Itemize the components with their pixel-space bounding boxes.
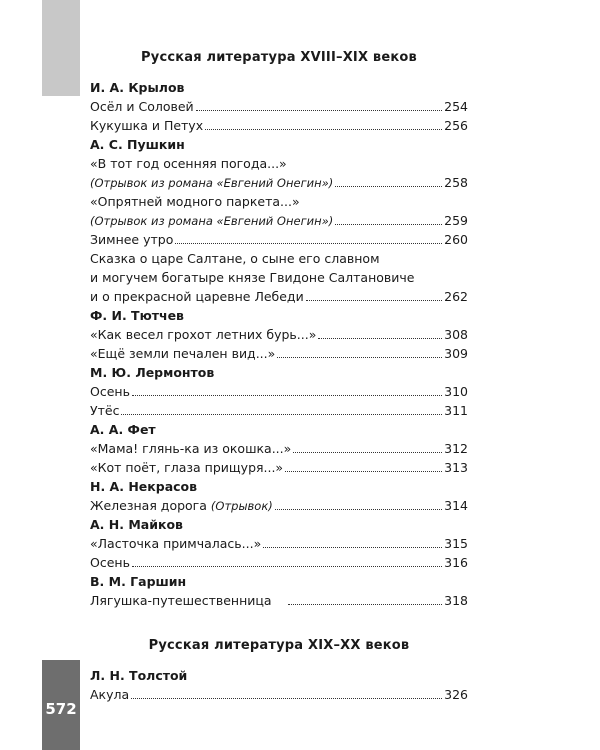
dot-leader xyxy=(293,452,442,453)
entry-title: Осёл и Соловей xyxy=(90,99,194,114)
author-name: А. А. Фет xyxy=(90,422,156,437)
entry-page-number: 259 xyxy=(444,213,468,228)
entry-title-line: и могучем богатыре князе Гвидоне Салтановиче xyxy=(90,270,415,285)
section-spacer xyxy=(90,610,468,636)
author-name: А. С. Пушкин xyxy=(90,137,185,152)
entry-page-number: 309 xyxy=(444,346,468,361)
entry-page-number: 262 xyxy=(444,289,468,304)
entry-title: Осень xyxy=(90,555,130,570)
author-name: М. Ю. Лермонтов xyxy=(90,365,215,380)
toc-entry xyxy=(90,439,468,458)
entry-page-number: 313 xyxy=(444,460,468,475)
entry-title: Утёс xyxy=(90,403,120,418)
dot-leader xyxy=(335,224,442,225)
author-name: Н. А. Некрасов xyxy=(90,479,198,494)
entry-title: Осень xyxy=(90,384,130,399)
entry-title: «Ласточка примчалась...» xyxy=(90,536,262,551)
dot-leader xyxy=(335,186,442,187)
author-name: И. А. Крылов xyxy=(90,80,185,95)
toc-entry xyxy=(90,287,468,306)
dot-leader xyxy=(275,509,442,510)
toc-entry xyxy=(90,211,468,230)
entry-title: Кукушка и Петух xyxy=(90,118,204,133)
dot-leader xyxy=(132,566,442,567)
entry-page-number: 310 xyxy=(444,384,468,399)
table-of-contents xyxy=(90,48,468,704)
entry-page-number: 315 xyxy=(444,536,468,551)
entry-page-number: 258 xyxy=(444,175,468,190)
toc-entry xyxy=(90,97,468,116)
dot-leader xyxy=(288,604,443,605)
entry-page-number: 311 xyxy=(444,403,468,418)
toc-entry xyxy=(90,496,468,515)
entry-title: Железная дорога xyxy=(90,498,207,513)
entry-page-number: 308 xyxy=(444,327,468,342)
section-title: Русская литература XIX–XX веков xyxy=(148,638,410,653)
dot-leader xyxy=(131,698,442,699)
entry-note: (Отрывок) xyxy=(210,499,273,513)
entry-title-line: «В тот год осенняя погода...» xyxy=(90,156,287,171)
author-name: В. М. Гаршин xyxy=(90,574,187,589)
page-tab-top xyxy=(42,0,80,96)
dot-leader xyxy=(277,357,442,358)
dot-leader xyxy=(175,243,442,244)
entry-page-number: 260 xyxy=(444,232,468,247)
entry-title: Зимнее утро xyxy=(90,232,174,247)
entry-title: Лягушка-путешественница xyxy=(90,593,272,608)
entry-page-number: 316 xyxy=(444,555,468,570)
entry-title: Акула xyxy=(90,687,130,702)
entry-page-number: 314 xyxy=(444,498,468,513)
entry-title: «Ещё земли печален вид...» xyxy=(90,346,276,361)
toc-entry xyxy=(90,325,468,344)
entry-title: (Отрывок из романа «Евгений Онегин») xyxy=(90,176,334,190)
toc-entry xyxy=(90,458,468,477)
dot-leader xyxy=(318,338,442,339)
author-name: Ф. И. Тютчев xyxy=(90,308,184,323)
dot-leader xyxy=(285,471,442,472)
entry-title: «Мама! глянь-ка из окошка...» xyxy=(90,441,292,456)
dot-leader xyxy=(132,395,442,396)
section-title: Русская литература XVIII–XIX веков xyxy=(141,50,417,65)
toc-entry xyxy=(90,591,468,610)
dot-leader xyxy=(205,129,442,130)
dot-leader xyxy=(196,110,442,111)
entry-page-number: 254 xyxy=(444,99,468,114)
toc-entry xyxy=(90,344,468,363)
toc-entry xyxy=(90,685,468,704)
entry-page-number: 312 xyxy=(444,441,468,456)
entry-title: (Отрывок из романа «Евгений Онегин») xyxy=(90,214,334,228)
dot-leader xyxy=(306,300,442,301)
entry-title: «Кот поёт, глаза прищуря...» xyxy=(90,460,284,475)
toc-entry xyxy=(90,116,468,135)
entry-page-number: 318 xyxy=(444,593,468,608)
toc-entry xyxy=(90,401,468,420)
entry-page-number: 326 xyxy=(444,687,468,702)
entry-title: «Как весел грохот летних бурь...» xyxy=(90,327,317,342)
page-number: 572 xyxy=(45,700,77,718)
dot-leader xyxy=(121,414,442,415)
toc-entry xyxy=(90,230,468,249)
author-name: А. Н. Майков xyxy=(90,517,183,532)
toc-entry xyxy=(90,553,468,572)
entry-title: и о прекрасной царевне Лебеди xyxy=(90,289,304,304)
entry-page-number: 256 xyxy=(444,118,468,133)
toc-entry xyxy=(90,534,468,553)
entry-title-line: «Опрятней модного паркета...» xyxy=(90,194,300,209)
toc-entry xyxy=(90,382,468,401)
toc-entry xyxy=(90,173,468,192)
author-name: Л. Н. Толстой xyxy=(90,668,188,683)
entry-title-line: Сказка о царе Салтане, о сыне его славном xyxy=(90,251,380,266)
dot-leader xyxy=(263,547,442,548)
